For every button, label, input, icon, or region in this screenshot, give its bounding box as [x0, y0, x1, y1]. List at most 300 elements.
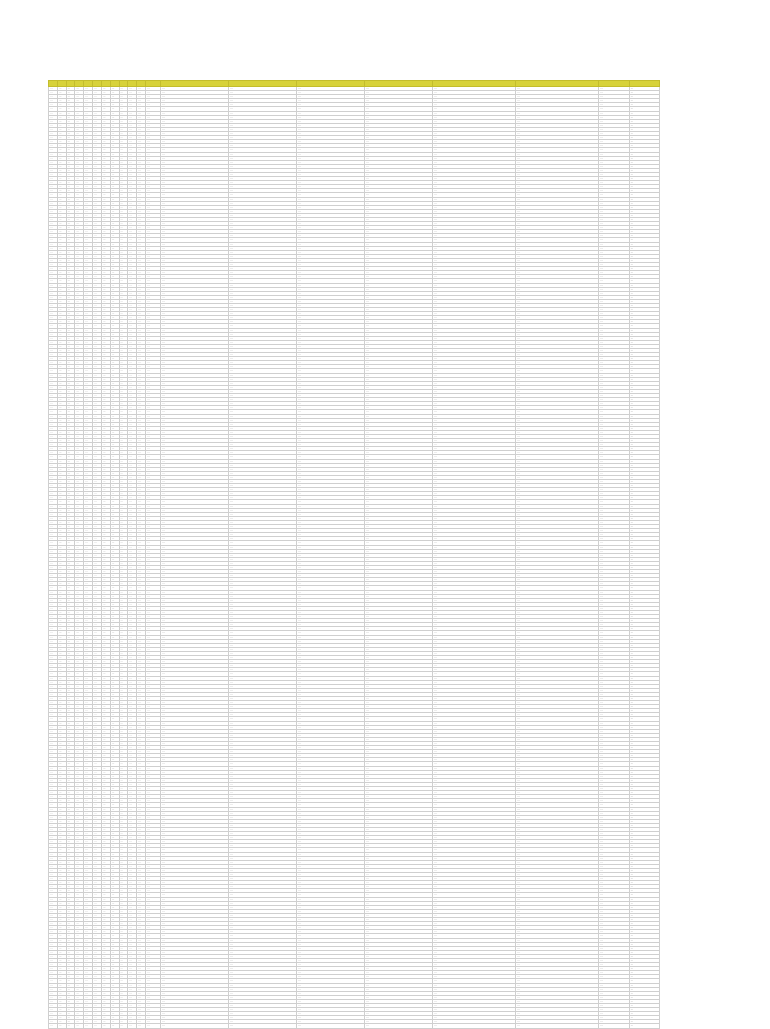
- table-cell[interactable]: …: [119, 918, 128, 922]
- table-cell[interactable]: …: [145, 172, 160, 176]
- table-cell[interactable]: …: [93, 856, 102, 860]
- table-cell[interactable]: …: [365, 328, 433, 332]
- table-cell[interactable]: …: [110, 594, 119, 598]
- table-cell[interactable]: …: [49, 852, 58, 856]
- table-cell[interactable]: …: [49, 602, 58, 606]
- table-cell[interactable]: …: [66, 463, 75, 467]
- table-cell[interactable]: …: [629, 267, 659, 271]
- table-cell[interactable]: …: [110, 721, 119, 725]
- table-cell[interactable]: …: [101, 758, 110, 762]
- table-cell[interactable]: …: [75, 398, 84, 402]
- table-cell[interactable]: …: [599, 909, 629, 913]
- table-cell[interactable]: …: [101, 230, 110, 234]
- table-cell[interactable]: …: [297, 713, 365, 717]
- table-cell[interactable]: …: [84, 758, 93, 762]
- table-cell[interactable]: …: [93, 881, 102, 885]
- table-cell[interactable]: …: [629, 635, 659, 639]
- table-cell[interactable]: …: [229, 467, 297, 471]
- table-cell[interactable]: …: [365, 856, 433, 860]
- table-cell[interactable]: …: [629, 316, 659, 320]
- table-cell[interactable]: …: [84, 238, 93, 242]
- table-cell[interactable]: …: [110, 373, 119, 377]
- table-cell[interactable]: …: [629, 91, 659, 95]
- table-cell[interactable]: …: [161, 504, 229, 508]
- table-cell[interactable]: …: [229, 1012, 297, 1016]
- table-cell[interactable]: …: [75, 414, 84, 418]
- table-cell[interactable]: …: [433, 762, 516, 766]
- table-cell[interactable]: …: [57, 91, 66, 95]
- table-cell[interactable]: …: [229, 394, 297, 398]
- table-cell[interactable]: …: [101, 398, 110, 402]
- table-cell[interactable]: …: [66, 782, 75, 786]
- table-cell[interactable]: …: [516, 836, 599, 840]
- table-cell[interactable]: …: [516, 934, 599, 938]
- table-cell[interactable]: …: [93, 758, 102, 762]
- table-cell[interactable]: …: [93, 467, 102, 471]
- table-cell[interactable]: …: [161, 308, 229, 312]
- table-cell[interactable]: …: [101, 795, 110, 799]
- table-cell[interactable]: …: [84, 312, 93, 316]
- table-cell[interactable]: …: [128, 385, 137, 389]
- table-cell[interactable]: …: [145, 230, 160, 234]
- table-cell[interactable]: …: [101, 615, 110, 619]
- table-cell[interactable]: …: [128, 647, 137, 651]
- table-cell[interactable]: …: [145, 631, 160, 635]
- table-cell[interactable]: …: [110, 713, 119, 717]
- table-cell[interactable]: …: [137, 877, 146, 881]
- table-cell[interactable]: …: [629, 606, 659, 610]
- table-cell[interactable]: …: [365, 897, 433, 901]
- table-cell[interactable]: …: [128, 848, 137, 852]
- table-cell[interactable]: …: [75, 725, 84, 729]
- table-cell[interactable]: …: [93, 909, 102, 913]
- table-cell[interactable]: …: [66, 156, 75, 160]
- table-cell[interactable]: …: [84, 901, 93, 905]
- table-cell[interactable]: …: [629, 692, 659, 696]
- table-cell[interactable]: …: [49, 553, 58, 557]
- table-cell[interactable]: …: [516, 91, 599, 95]
- table-cell[interactable]: …: [137, 99, 146, 103]
- table-cell[interactable]: …: [229, 332, 297, 336]
- table-cell[interactable]: …: [297, 181, 365, 185]
- table-cell[interactable]: …: [66, 999, 75, 1003]
- table-cell[interactable]: …: [433, 991, 516, 995]
- table-cell[interactable]: …: [110, 958, 119, 962]
- table-cell[interactable]: …: [137, 889, 146, 893]
- table-cell[interactable]: …: [93, 189, 102, 193]
- table-cell[interactable]: …: [119, 864, 128, 868]
- table-cell[interactable]: …: [629, 762, 659, 766]
- table-cell[interactable]: …: [84, 709, 93, 713]
- table-cell[interactable]: …: [229, 733, 297, 737]
- table-cell[interactable]: …: [229, 864, 297, 868]
- table-cell[interactable]: …: [84, 905, 93, 909]
- table-cell[interactable]: …: [145, 983, 160, 987]
- table-cell[interactable]: …: [433, 467, 516, 471]
- table-cell[interactable]: …: [161, 463, 229, 467]
- table-cell[interactable]: …: [229, 267, 297, 271]
- table-cell[interactable]: …: [75, 475, 84, 479]
- table-cell[interactable]: …: [119, 598, 128, 602]
- table-cell[interactable]: …: [145, 660, 160, 664]
- table-cell[interactable]: …: [110, 140, 119, 144]
- table-cell[interactable]: …: [110, 148, 119, 152]
- table-cell[interactable]: …: [161, 520, 229, 524]
- table-cell[interactable]: …: [93, 258, 102, 262]
- table-cell[interactable]: …: [161, 1024, 229, 1028]
- table-cell[interactable]: …: [110, 1008, 119, 1012]
- table-cell[interactable]: …: [49, 578, 58, 582]
- table-cell[interactable]: …: [599, 291, 629, 295]
- table-cell[interactable]: …: [629, 332, 659, 336]
- table-cell[interactable]: …: [516, 598, 599, 602]
- table-cell[interactable]: …: [161, 406, 229, 410]
- table-cell[interactable]: …: [93, 95, 102, 99]
- table-cell[interactable]: …: [75, 590, 84, 594]
- table-cell[interactable]: …: [75, 758, 84, 762]
- table-cell[interactable]: …: [84, 995, 93, 999]
- table-cell[interactable]: …: [101, 111, 110, 115]
- table-cell[interactable]: …: [516, 164, 599, 168]
- table-cell[interactable]: …: [137, 987, 146, 991]
- table-cell[interactable]: …: [229, 561, 297, 565]
- table-cell[interactable]: …: [57, 561, 66, 565]
- table-cell[interactable]: …: [93, 385, 102, 389]
- table-cell[interactable]: …: [66, 443, 75, 447]
- table-cell[interactable]: …: [137, 267, 146, 271]
- table-cell[interactable]: …: [66, 701, 75, 705]
- table-cell[interactable]: …: [433, 336, 516, 340]
- table-cell[interactable]: …: [110, 881, 119, 885]
- table-cell[interactable]: …: [49, 426, 58, 430]
- table-cell[interactable]: …: [66, 279, 75, 283]
- table-cell[interactable]: …: [119, 545, 128, 549]
- table-cell[interactable]: …: [161, 561, 229, 565]
- table-cell[interactable]: …: [84, 463, 93, 467]
- table-cell[interactable]: …: [516, 512, 599, 516]
- table-cell[interactable]: …: [145, 913, 160, 917]
- table-cell[interactable]: …: [128, 885, 137, 889]
- table-cell[interactable]: …: [297, 201, 365, 205]
- table-cell[interactable]: …: [49, 660, 58, 664]
- table-cell[interactable]: …: [93, 623, 102, 627]
- table-cell[interactable]: …: [599, 222, 629, 226]
- table-cell[interactable]: …: [101, 590, 110, 594]
- table-cell[interactable]: …: [229, 414, 297, 418]
- table-cell[interactable]: …: [128, 336, 137, 340]
- table-cell[interactable]: …: [365, 91, 433, 95]
- table-cell[interactable]: …: [110, 496, 119, 500]
- table-cell[interactable]: …: [101, 762, 110, 766]
- table-cell[interactable]: …: [75, 160, 84, 164]
- table-cell[interactable]: …: [161, 844, 229, 848]
- table-cell[interactable]: …: [365, 238, 433, 242]
- table-cell[interactable]: …: [229, 377, 297, 381]
- table-cell[interactable]: …: [101, 647, 110, 651]
- table-cell[interactable]: …: [433, 754, 516, 758]
- table-cell[interactable]: …: [66, 226, 75, 230]
- table-cell[interactable]: …: [365, 774, 433, 778]
- table-cell[interactable]: …: [75, 107, 84, 111]
- table-cell[interactable]: …: [297, 406, 365, 410]
- table-cell[interactable]: …: [297, 164, 365, 168]
- table-cell[interactable]: …: [433, 160, 516, 164]
- table-cell[interactable]: …: [101, 733, 110, 737]
- table-cell[interactable]: …: [137, 349, 146, 353]
- table-cell[interactable]: …: [599, 893, 629, 897]
- table-cell[interactable]: …: [119, 361, 128, 365]
- table-cell[interactable]: …: [101, 328, 110, 332]
- table-cell[interactable]: …: [137, 205, 146, 209]
- table-cell[interactable]: …: [110, 168, 119, 172]
- table-cell[interactable]: …: [365, 963, 433, 967]
- table-cell[interactable]: …: [433, 353, 516, 357]
- table-cell[interactable]: …: [75, 394, 84, 398]
- table-cell[interactable]: …: [66, 316, 75, 320]
- table-cell[interactable]: …: [599, 619, 629, 623]
- table-cell[interactable]: …: [516, 263, 599, 267]
- table-cell[interactable]: …: [84, 975, 93, 979]
- table-cell[interactable]: …: [599, 717, 629, 721]
- table-cell[interactable]: …: [84, 586, 93, 590]
- table-cell[interactable]: …: [57, 275, 66, 279]
- table-cell[interactable]: …: [101, 123, 110, 127]
- table-cell[interactable]: …: [57, 422, 66, 426]
- table-cell[interactable]: …: [137, 999, 146, 1003]
- table-cell[interactable]: …: [599, 287, 629, 291]
- table-cell[interactable]: …: [599, 1008, 629, 1012]
- table-cell[interactable]: …: [84, 778, 93, 782]
- table-cell[interactable]: …: [57, 873, 66, 877]
- table-cell[interactable]: …: [101, 737, 110, 741]
- table-cell[interactable]: …: [66, 852, 75, 856]
- table-cell[interactable]: …: [433, 205, 516, 209]
- table-cell[interactable]: …: [75, 537, 84, 541]
- table-cell[interactable]: …: [599, 115, 629, 119]
- table-cell[interactable]: …: [137, 201, 146, 205]
- table-cell[interactable]: …: [599, 897, 629, 901]
- table-cell[interactable]: …: [110, 488, 119, 492]
- table-cell[interactable]: …: [433, 434, 516, 438]
- table-cell[interactable]: …: [84, 918, 93, 922]
- table-cell[interactable]: …: [145, 885, 160, 889]
- table-cell[interactable]: …: [365, 840, 433, 844]
- table-cell[interactable]: …: [84, 848, 93, 852]
- table-cell[interactable]: …: [629, 922, 659, 926]
- table-cell[interactable]: …: [145, 402, 160, 406]
- table-cell[interactable]: …: [599, 467, 629, 471]
- table-cell[interactable]: …: [128, 733, 137, 737]
- table-cell[interactable]: …: [57, 512, 66, 516]
- table-cell[interactable]: …: [49, 836, 58, 840]
- table-cell[interactable]: …: [110, 246, 119, 250]
- table-cell[interactable]: …: [75, 439, 84, 443]
- table-cell[interactable]: …: [433, 258, 516, 262]
- table-cell[interactable]: …: [110, 91, 119, 95]
- table-cell[interactable]: …: [433, 574, 516, 578]
- table-cell[interactable]: …: [101, 770, 110, 774]
- table-cell[interactable]: …: [75, 611, 84, 615]
- table-cell[interactable]: …: [516, 291, 599, 295]
- table-cell[interactable]: …: [119, 913, 128, 917]
- table-cell[interactable]: …: [433, 836, 516, 840]
- table-cell[interactable]: …: [110, 1024, 119, 1028]
- table-cell[interactable]: …: [145, 762, 160, 766]
- table-cell[interactable]: …: [137, 283, 146, 287]
- table-cell[interactable]: …: [629, 373, 659, 377]
- table-cell[interactable]: …: [161, 500, 229, 504]
- table-cell[interactable]: …: [75, 639, 84, 643]
- table-cell[interactable]: …: [629, 848, 659, 852]
- table-cell[interactable]: …: [84, 410, 93, 414]
- table-cell[interactable]: …: [145, 512, 160, 516]
- table-cell[interactable]: …: [128, 332, 137, 336]
- table-cell[interactable]: …: [433, 676, 516, 680]
- table-cell[interactable]: …: [433, 168, 516, 172]
- table-cell[interactable]: …: [599, 295, 629, 299]
- table-cell[interactable]: …: [137, 713, 146, 717]
- table-cell[interactable]: …: [128, 1012, 137, 1016]
- table-cell[interactable]: …: [229, 963, 297, 967]
- table-cell[interactable]: …: [145, 181, 160, 185]
- table-cell[interactable]: …: [93, 549, 102, 553]
- table-cell[interactable]: …: [128, 471, 137, 475]
- table-cell[interactable]: …: [101, 209, 110, 213]
- table-cell[interactable]: …: [516, 324, 599, 328]
- table-cell[interactable]: …: [599, 541, 629, 545]
- table-cell[interactable]: …: [137, 263, 146, 267]
- table-cell[interactable]: …: [101, 893, 110, 897]
- table-cell[interactable]: …: [297, 537, 365, 541]
- table-cell[interactable]: …: [365, 508, 433, 512]
- table-cell[interactable]: …: [57, 938, 66, 942]
- table-cell[interactable]: …: [145, 353, 160, 357]
- table-cell[interactable]: …: [101, 205, 110, 209]
- table-cell[interactable]: …: [57, 660, 66, 664]
- table-cell[interactable]: …: [161, 484, 229, 488]
- table-cell[interactable]: …: [101, 680, 110, 684]
- table-cell[interactable]: …: [101, 840, 110, 844]
- table-cell[interactable]: …: [599, 471, 629, 475]
- table-cell[interactable]: …: [629, 799, 659, 803]
- table-cell[interactable]: …: [84, 1008, 93, 1012]
- table-cell[interactable]: …: [161, 439, 229, 443]
- table-cell[interactable]: …: [137, 672, 146, 676]
- table-cell[interactable]: …: [110, 893, 119, 897]
- table-cell[interactable]: …: [101, 467, 110, 471]
- table-cell[interactable]: …: [365, 197, 433, 201]
- table-cell[interactable]: …: [599, 860, 629, 864]
- table-cell[interactable]: …: [516, 791, 599, 795]
- table-cell[interactable]: …: [57, 901, 66, 905]
- table-cell[interactable]: …: [229, 398, 297, 402]
- table-cell[interactable]: …: [137, 852, 146, 856]
- table-cell[interactable]: …: [229, 537, 297, 541]
- table-cell[interactable]: …: [161, 664, 229, 668]
- table-cell[interactable]: …: [119, 725, 128, 729]
- table-cell[interactable]: …: [297, 447, 365, 451]
- table-cell[interactable]: …: [297, 263, 365, 267]
- table-cell[interactable]: …: [93, 463, 102, 467]
- table-cell[interactable]: …: [599, 426, 629, 430]
- table-cell[interactable]: …: [110, 561, 119, 565]
- table-cell[interactable]: …: [57, 999, 66, 1003]
- table-cell[interactable]: …: [101, 520, 110, 524]
- table-cell[interactable]: …: [161, 827, 229, 831]
- table-cell[interactable]: …: [161, 770, 229, 774]
- table-cell[interactable]: …: [516, 549, 599, 553]
- table-cell[interactable]: …: [516, 222, 599, 226]
- table-cell[interactable]: …: [57, 836, 66, 840]
- table-cell[interactable]: …: [66, 430, 75, 434]
- table-cell[interactable]: …: [229, 422, 297, 426]
- table-cell[interactable]: …: [365, 639, 433, 643]
- table-cell[interactable]: …: [84, 561, 93, 565]
- table-cell[interactable]: …: [145, 414, 160, 418]
- table-cell[interactable]: …: [599, 950, 629, 954]
- table-cell[interactable]: …: [161, 254, 229, 258]
- table-cell[interactable]: …: [516, 525, 599, 529]
- table-cell[interactable]: …: [75, 660, 84, 664]
- table-cell[interactable]: …: [110, 668, 119, 672]
- table-cell[interactable]: …: [101, 1004, 110, 1008]
- table-cell[interactable]: …: [297, 909, 365, 913]
- table-cell[interactable]: …: [49, 827, 58, 831]
- table-cell[interactable]: …: [229, 958, 297, 962]
- table-cell[interactable]: …: [629, 782, 659, 786]
- table-cell[interactable]: …: [516, 639, 599, 643]
- table-cell[interactable]: …: [145, 746, 160, 750]
- table-cell[interactable]: …: [161, 578, 229, 582]
- table-cell[interactable]: …: [84, 602, 93, 606]
- table-cell[interactable]: …: [137, 373, 146, 377]
- table-cell[interactable]: …: [599, 119, 629, 123]
- table-cell[interactable]: …: [599, 389, 629, 393]
- table-cell[interactable]: …: [145, 238, 160, 242]
- table-cell[interactable]: …: [516, 218, 599, 222]
- table-cell[interactable]: …: [365, 357, 433, 361]
- table-cell[interactable]: …: [161, 881, 229, 885]
- table-cell[interactable]: …: [75, 795, 84, 799]
- table-cell[interactable]: …: [93, 827, 102, 831]
- table-cell[interactable]: …: [145, 377, 160, 381]
- table-cell[interactable]: …: [128, 222, 137, 226]
- table-cell[interactable]: …: [101, 950, 110, 954]
- table-cell[interactable]: …: [229, 840, 297, 844]
- table-cell[interactable]: …: [516, 377, 599, 381]
- table-cell[interactable]: …: [128, 926, 137, 930]
- table-cell[interactable]: …: [119, 107, 128, 111]
- table-cell[interactable]: …: [629, 181, 659, 185]
- table-cell[interactable]: …: [101, 316, 110, 320]
- table-cell[interactable]: …: [297, 463, 365, 467]
- table-cell[interactable]: …: [93, 811, 102, 815]
- table-cell[interactable]: …: [66, 189, 75, 193]
- table-cell[interactable]: …: [101, 529, 110, 533]
- table-cell[interactable]: …: [516, 725, 599, 729]
- table-cell[interactable]: …: [101, 140, 110, 144]
- table-cell[interactable]: …: [297, 844, 365, 848]
- table-cell[interactable]: …: [433, 340, 516, 344]
- table-cell[interactable]: …: [229, 295, 297, 299]
- table-cell[interactable]: …: [137, 353, 146, 357]
- table-cell[interactable]: …: [599, 864, 629, 868]
- table-cell[interactable]: …: [110, 263, 119, 267]
- table-cell[interactable]: …: [229, 111, 297, 115]
- table-cell[interactable]: …: [128, 807, 137, 811]
- table-cell[interactable]: …: [161, 954, 229, 958]
- table-cell[interactable]: …: [229, 242, 297, 246]
